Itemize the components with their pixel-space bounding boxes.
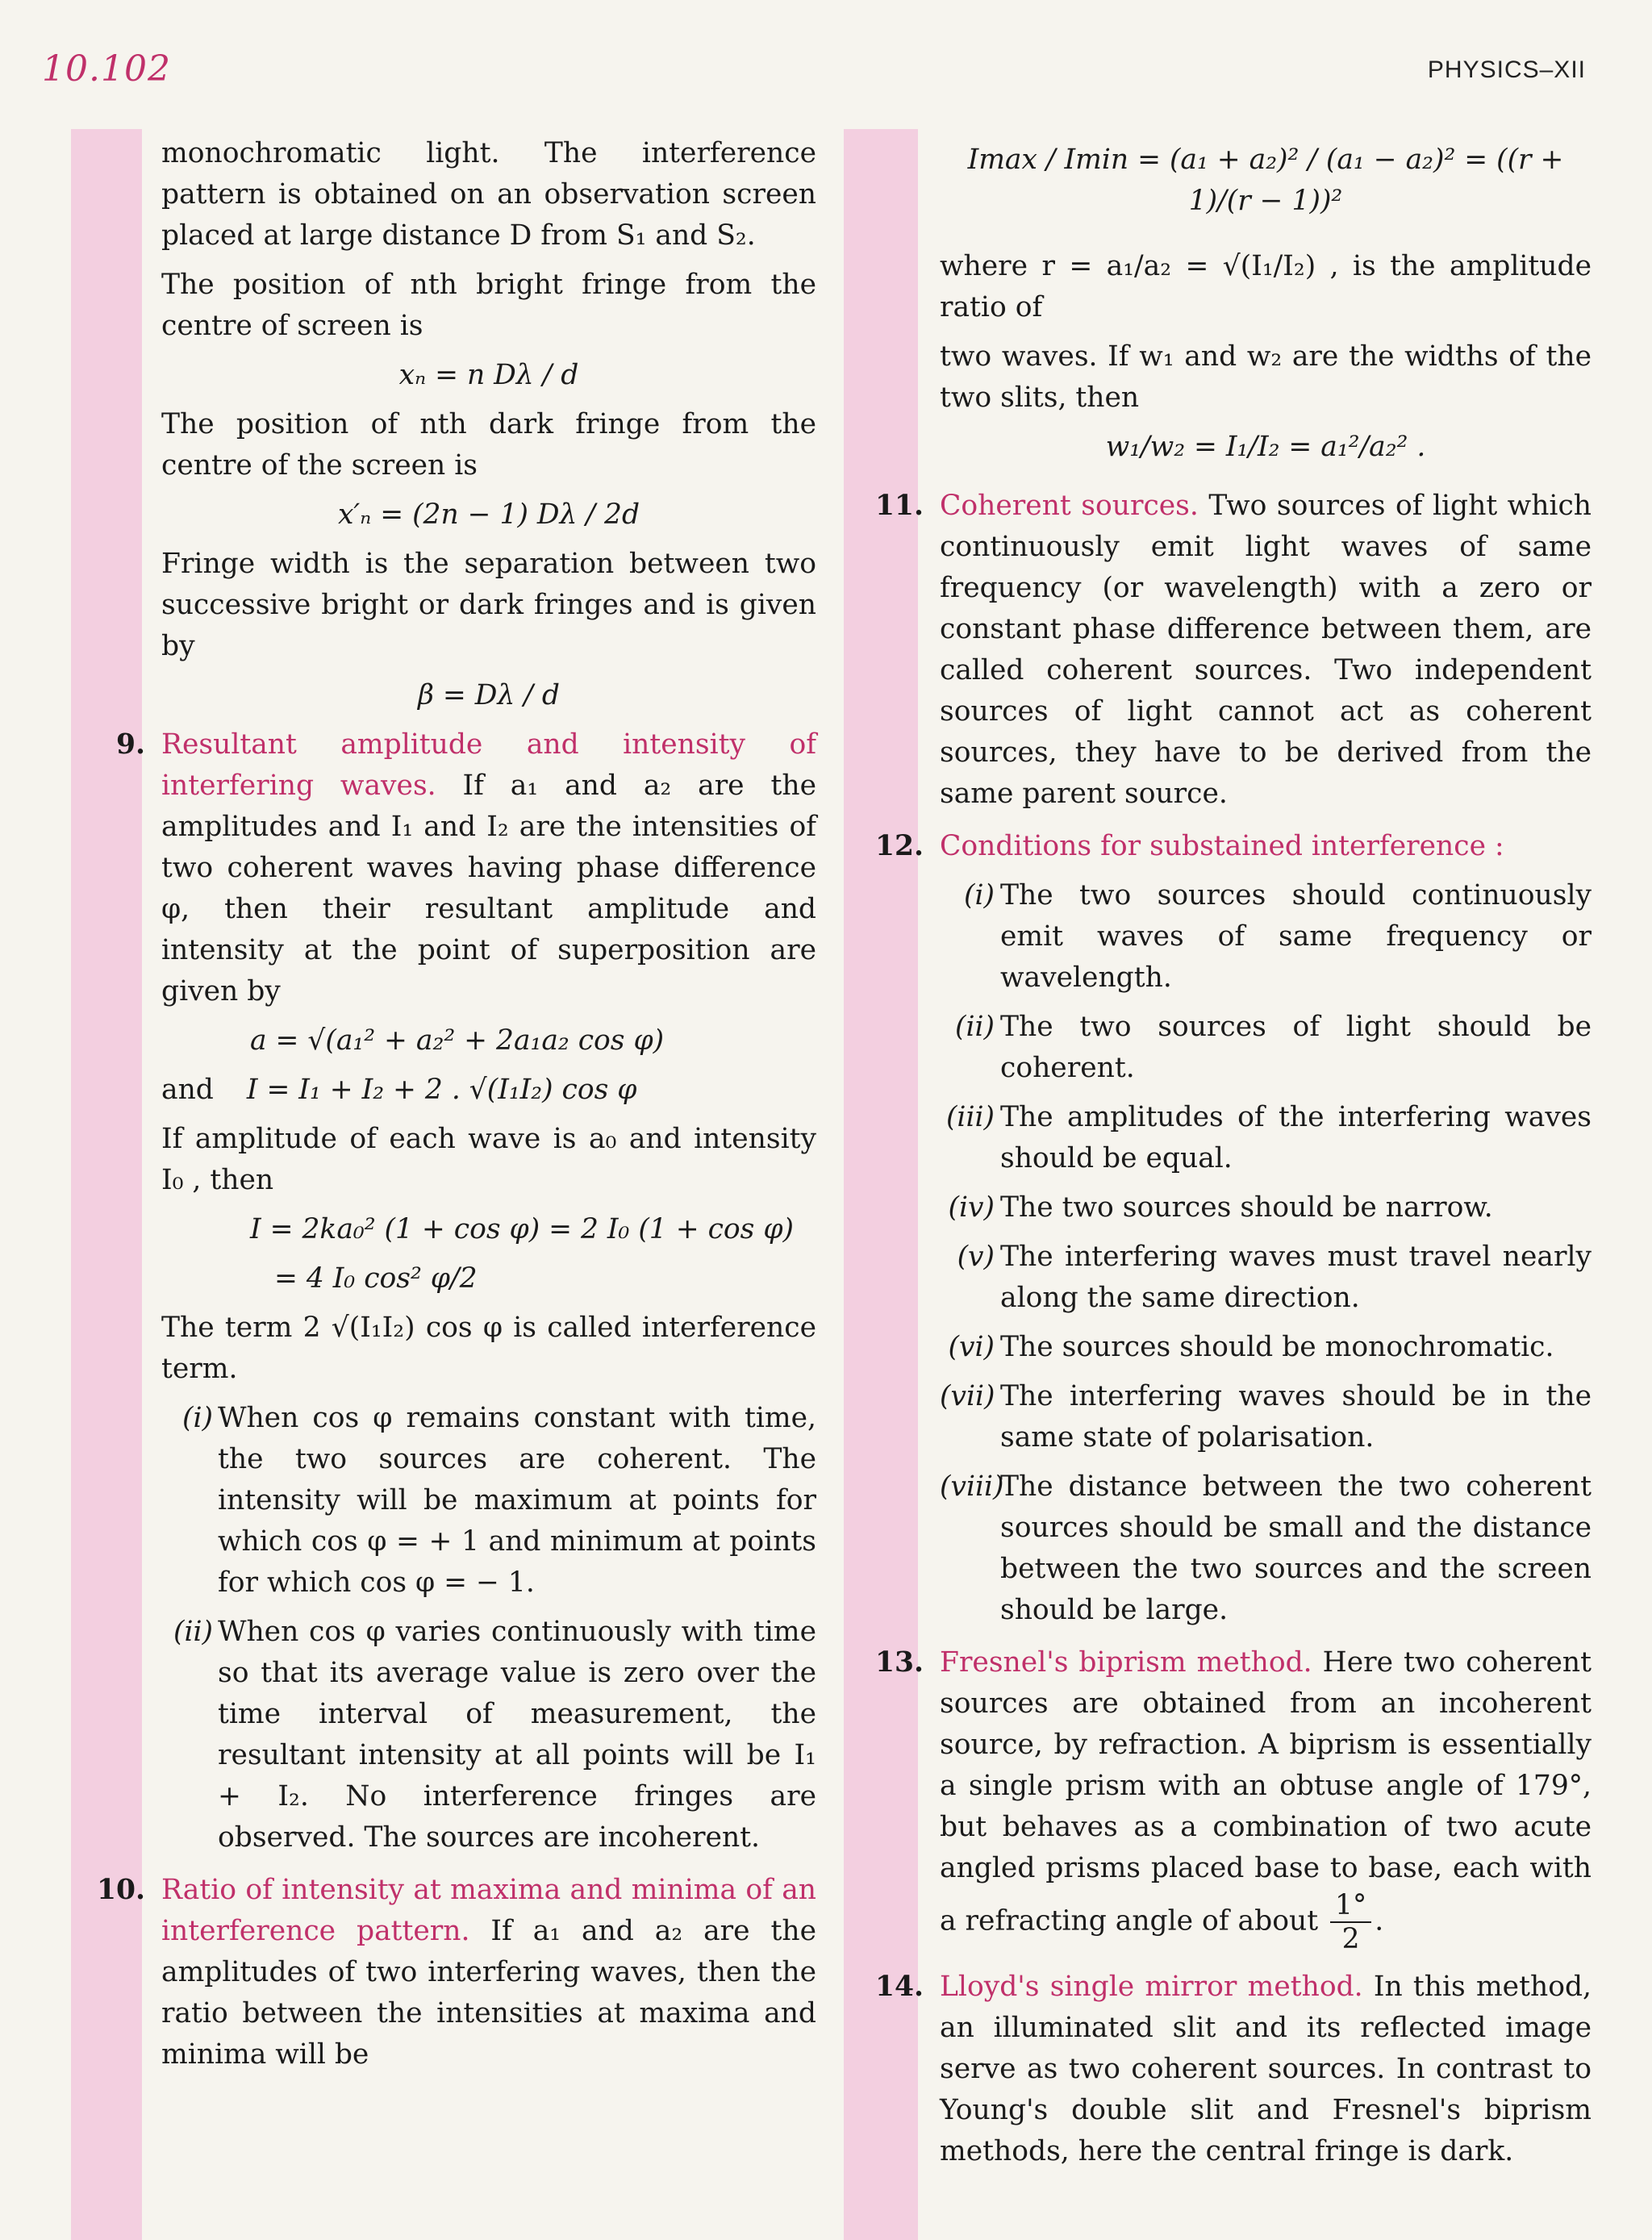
sub-label: (i) xyxy=(964,879,995,911)
sub-label: (iv) xyxy=(948,1191,995,1224)
item-text: If a₁ and a₂ are the amplitudes of two interfering waves, then the ratio between the intensities at maxima and minima will be xyxy=(161,1915,816,2071)
item-text-2: If amplitude of each wave is a₀ and intensity I₀ , then xyxy=(161,1123,816,1196)
right-column xyxy=(875,133,1592,2184)
right-margin-band xyxy=(844,129,918,2240)
equation-slit-widths: w₁/w₂ = I₁/I₂ = a₁²/a₂² . xyxy=(1105,431,1426,463)
sub-text: The two sources should continuously emit waves of same frequency or wavelength. xyxy=(1000,879,1592,994)
sub-item-i xyxy=(161,1398,816,1604)
left-margin-band xyxy=(71,129,142,2240)
paragraph-intro: monochromatic light. The interference pattern is obtained on an observation screen placed at large distance D from S₁ and S₂. xyxy=(161,137,816,252)
item-heading: Coherent sources. xyxy=(940,490,1199,522)
sub-text: The interfering waves should be in the same state of polarisation. xyxy=(1000,1380,1592,1454)
item-number: 14. xyxy=(875,1971,924,2003)
sub-item-ii xyxy=(161,1612,816,1858)
equation-intensity-3: = 4 I₀ cos² φ/2 xyxy=(274,1262,478,1295)
sub-text: The interfering waves must travel nearly along the same direction. xyxy=(1000,1241,1592,1314)
item-9 xyxy=(115,724,816,1858)
sub-text: When cos φ varies continuously with time so that its average value is zero over the time interval of measurement, the resultant intensity at all points will be I₁ + I₂. No interference fringes are observed. The sources are incoherent. xyxy=(218,1616,816,1854)
paragraph-fringe-width: Fringe width is the separation between two successive bright or dark fringes and is given by xyxy=(161,548,816,662)
sub-label: (vi) xyxy=(948,1331,995,1363)
item-heading: Ratio of intensity at maxima and minima of an interference pattern. xyxy=(161,1874,816,1947)
item-heading: Resultant amplitude and intensity of interfering waves. xyxy=(161,728,816,802)
item-heading: Conditions for substained interference : xyxy=(940,830,1504,862)
item-number: 9. xyxy=(115,728,145,761)
paragraph-dark-fringe: The position of nth dark fringe from the centre of the screen is xyxy=(161,408,816,482)
item-14 xyxy=(875,1967,1592,2172)
angle-numerator: 1° xyxy=(1330,1889,1371,1923)
paragraph-slit-widths: two waves. If w₁ and w₂ are the widths of the two slits, then xyxy=(940,340,1592,414)
item-number: 10. xyxy=(97,1874,146,1906)
condition-6 xyxy=(940,1327,1592,1368)
condition-8 xyxy=(940,1466,1592,1631)
equation-intensity-2: I = 2ka₀² (1 + cos φ) = 2 I₀ (1 + cos φ) xyxy=(250,1213,794,1245)
sub-label: (iii) xyxy=(945,1101,995,1133)
sub-text: When cos φ remains constant with time, the two sources are coherent. The intensity will be maximum at points for which cos φ = + 1 and minimum at points for which cos φ = − 1. xyxy=(218,1402,816,1599)
sub-text: The sources should be monochromatic. xyxy=(1000,1331,1554,1363)
sub-label: (ii) xyxy=(173,1616,213,1648)
sub-text: The two sources should be narrow. xyxy=(1000,1191,1493,1224)
sub-label: (i) xyxy=(182,1402,213,1434)
condition-7 xyxy=(940,1376,1592,1458)
sub-text: The distance between the two coherent sources should be small and the distance between the two sources and the screen should be large. xyxy=(1000,1470,1592,1626)
sub-text: The amplitudes of the interfering waves should be equal. xyxy=(1000,1101,1592,1174)
sub-label: (viii) xyxy=(940,1470,1004,1503)
left-column xyxy=(97,133,816,2087)
running-head: PHYSICS–XII xyxy=(1427,56,1586,83)
sub-label: (v) xyxy=(957,1241,995,1273)
item-12 xyxy=(875,826,1592,1631)
item-heading: Fresnel's biprism method. xyxy=(940,1646,1312,1679)
condition-4 xyxy=(940,1187,1592,1228)
angle-fraction xyxy=(1330,1889,1371,1955)
item-text-3: The term 2 √(I₁I₂) cos φ is called interference term. xyxy=(161,1312,816,1385)
item-10 xyxy=(97,1870,816,2075)
sub-label: (vii) xyxy=(940,1380,995,1412)
item-13: 13. Fresnel's biprism method. Here two coherent sources are obtained from an incoherent source, by refraction. A biprism is essentially a single prism with an obtuse angle of 179°, but behaves as a combination of two acute angled prisms placed base to base, each with a refracting angle of about $\frac{1^\circ}{2}$ . xyxy=(940,1642,1592,1955)
item-number: 11. xyxy=(875,490,924,522)
item-text: In this method, an illuminated slit and its reflected image serve as two coherent sources. In contrast to Young's double slit and Fresnel's biprism methods, here the central fringe is dark. xyxy=(940,1971,1592,2167)
item-text: Two sources of light which continuously emit light waves of same frequency (or wavelength) with a zero or constant phase difference between them, are called coherent sources. Two independent sources of light cannot act as coherent sources, they have to be derived from the same parent source. xyxy=(940,490,1592,810)
item-text: Here two coherent sources are obtained from an incoherent source, by refraction. A biprism is essentially a single prism with an obtuse angle of 179°, but behaves as a combination of two acute angled prisms placed base to base, each with a refracting angle of about xyxy=(940,1646,1592,1938)
sub-label: (ii) xyxy=(955,1011,995,1043)
condition-2 xyxy=(940,1007,1592,1089)
condition-1 xyxy=(940,875,1592,999)
equation-dark-fringe: x′ₙ = (2n − 1) Dλ / 2d xyxy=(337,498,640,531)
and-label: and xyxy=(161,1074,214,1106)
item-number: 12. xyxy=(875,830,924,862)
item-heading: Lloyd's single mirror method. xyxy=(940,1971,1363,2003)
sub-text: The two sources of light should be coherent. xyxy=(1000,1011,1592,1084)
angle-denominator: 2 xyxy=(1341,1923,1360,1955)
equation-fringe-width: β = Dλ / d xyxy=(418,679,560,711)
item-text: If a₁ and a₂ are the amplitudes and I₁ and I₂ are the intensities of two coherent waves having phase difference φ, then their resultant amplitude and intensity at the point of superposition are given by xyxy=(161,770,816,1007)
equation-bright-fringe: xₙ = n Dλ / d xyxy=(398,359,579,391)
equation-intensity: I = I₁ + I₂ + 2 . √(I₁I₂) cos φ xyxy=(246,1074,637,1106)
equation-amplitude: a = √(a₁² + a₂² + 2a₁a₂ cos φ) xyxy=(250,1024,665,1057)
item-11 xyxy=(875,486,1592,815)
condition-3 xyxy=(940,1097,1592,1179)
condition-5 xyxy=(940,1237,1592,1319)
page-number: 10.102 xyxy=(42,48,171,90)
paragraph-bright-fringe: The position of nth bright fringe from the centre of screen is xyxy=(161,269,816,342)
paragraph-where: where r = a₁/a₂ = √(I₁/I₂) , is the amplitude ratio of xyxy=(940,250,1592,323)
item-number: 13. xyxy=(875,1646,924,1679)
equation-intensity-ratio: Imax / Imin = (a₁ + a₂)² / (a₁ − a₂)² = ((r + 1)/(r − 1))² xyxy=(967,144,1564,217)
